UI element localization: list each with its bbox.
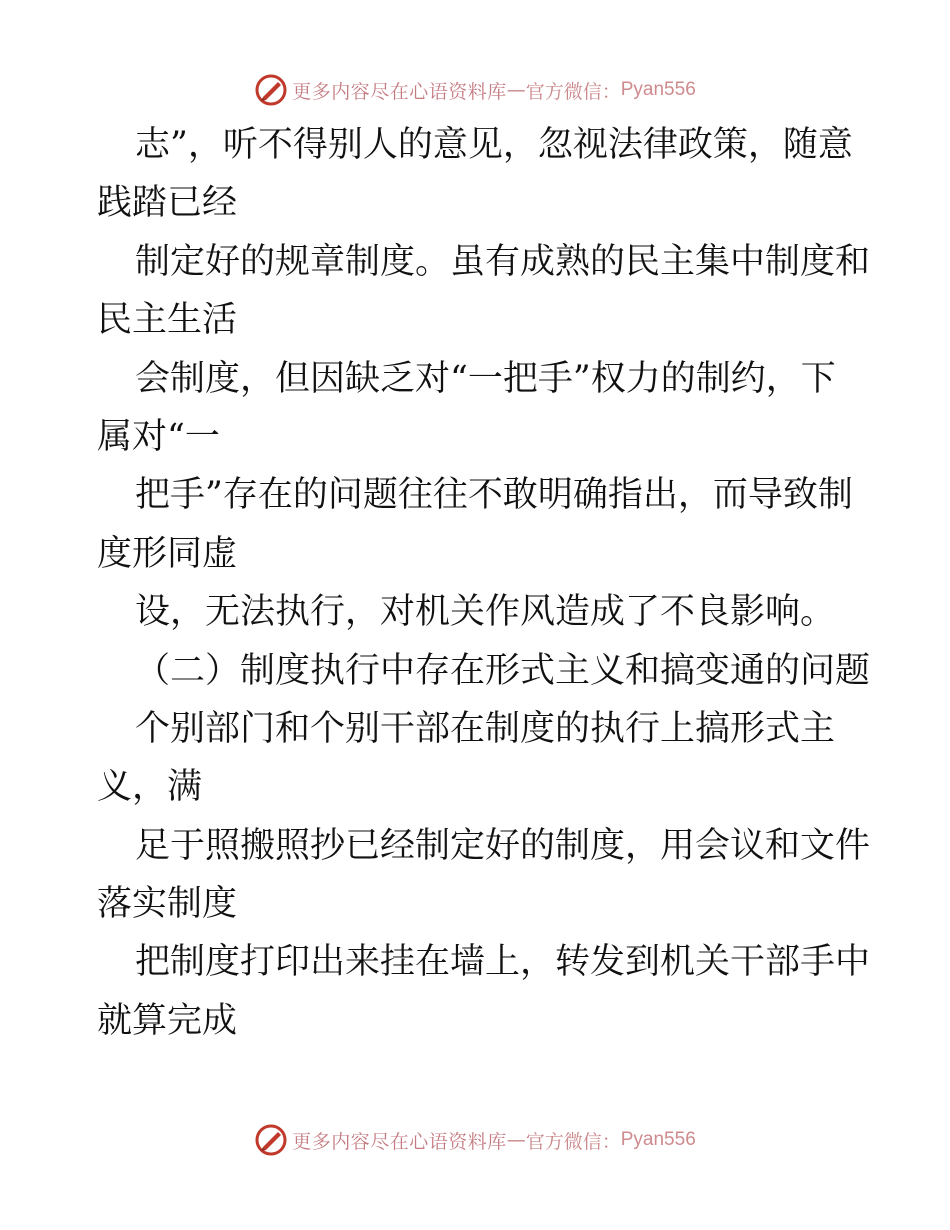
body-line: 属对“一 — [97, 416, 220, 457]
body-line: 把手”存在的问题往往不敢明确指出，而导致制 — [135, 475, 853, 516]
pen-logo-icon — [254, 73, 288, 107]
body-line: 个别部门和个别干部在制度的执行上搞形式主 — [135, 708, 836, 749]
body-line: 践踏已经 — [97, 183, 238, 224]
footer-watermark — [0, 1122, 950, 1158]
body-line: 会制度，但因缺乏对“一把手”权力的制约，下 — [135, 358, 836, 399]
watermark-wechat-id: Pyan556 — [620, 1129, 696, 1150]
watermark-wechat-label: 官方微信： — [525, 1130, 621, 1153]
body-line: 度形同虚 — [97, 533, 238, 574]
watermark-site-text: 更多内容尽在心语资料库 — [292, 80, 507, 103]
body-line: 设，无法执行，对机关作风造成了不良影响。 — [135, 592, 836, 633]
body-line: 落实制度 — [97, 884, 238, 925]
watermark-site-text: 更多内容尽在心语资料库 — [292, 1130, 507, 1153]
watermark-wechat-id: Pyan556 — [620, 79, 696, 100]
watermark-wechat-label: 官方微信： — [525, 80, 621, 103]
body-line: 民主生活 — [97, 300, 238, 341]
watermark-separator: — — [506, 79, 526, 101]
document-body — [97, 116, 871, 1050]
body-line: 志”，听不得别人的意见，忽视法律政策，随意 — [135, 125, 853, 165]
body-line: 义，满 — [97, 767, 203, 808]
pen-logo-icon — [254, 1123, 288, 1157]
body-line: 制定好的规章制度。虽有成熟的民主集中制度和 — [135, 241, 871, 282]
section-heading: （二）制度执行中存在形式主义和搞变通的问题 — [135, 650, 871, 691]
header-watermark — [0, 72, 950, 108]
body-line: 把制度打印出来挂在墙上，转发到机关干部手中 — [135, 942, 871, 983]
body-line: 足于照搬照抄已经制定好的制度，用会议和文件 — [135, 825, 871, 866]
watermark-separator: — — [506, 1129, 526, 1151]
body-line: 就算完成 — [97, 1000, 238, 1041]
